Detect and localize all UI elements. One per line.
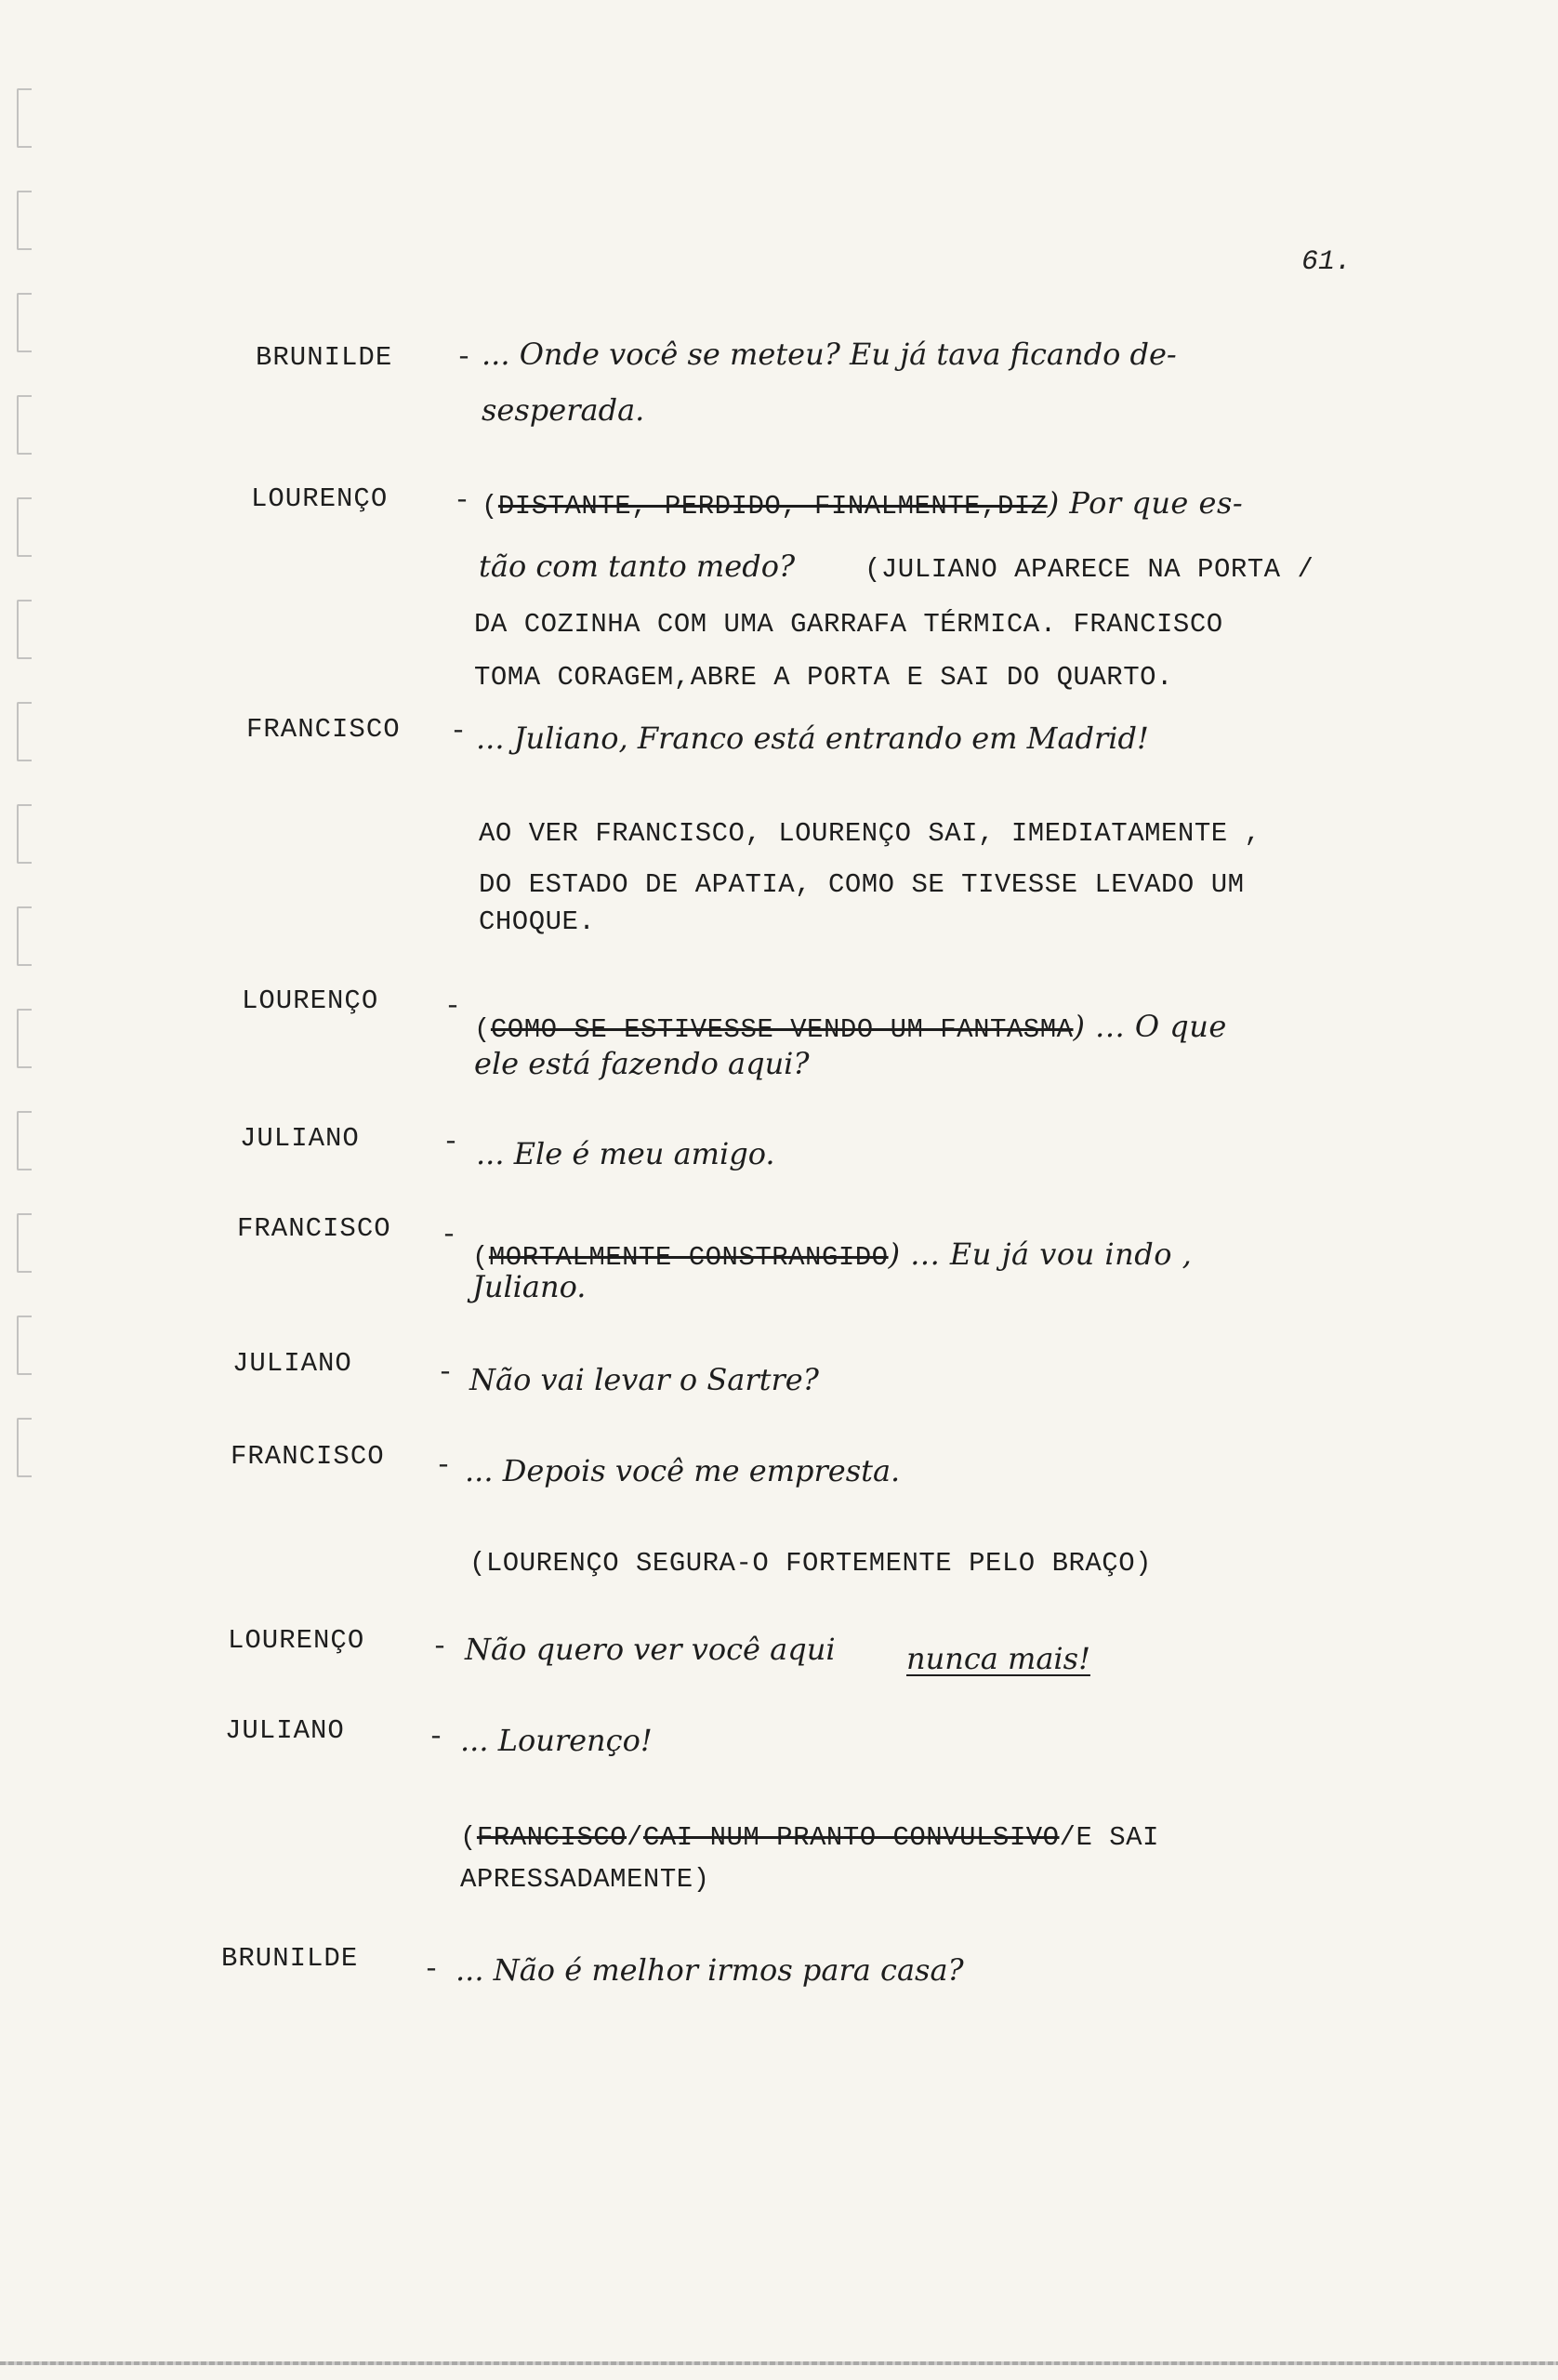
stage-direction: AO VER FRANCISCO, LOURENÇO SAI, IMEDIATAMENTE , — [479, 818, 1261, 849]
page-number: 61. — [1301, 246, 1353, 278]
stage-direction: (LOURENÇO SEGURA-O FORTEMENTE PELO BRAÇO) — [469, 1548, 1153, 1579]
speaker-name: JULIANO — [225, 1715, 345, 1746]
stage-direction: DO ESTADO DE APATIA, COMO SE TIVESSE LEVADO UM — [479, 869, 1245, 900]
dialogue-line: ... Ele é meu amigo. — [476, 1136, 775, 1171]
speaker-name: BRUNILDE — [256, 342, 393, 373]
underlined-phrase: nunca mais! — [906, 1641, 1090, 1676]
dialogue-line: ) ... Eu já vou indo , — [888, 1236, 1193, 1272]
dialogue-line: ... Depois você me empresta. — [465, 1453, 901, 1488]
stage-direction: (DISTANTE, PERDIDO, FINALMENTE,DIZ) Por que es- — [482, 485, 1244, 522]
dialogue-dash: - — [456, 342, 473, 374]
dialogue-dash: - — [454, 485, 471, 517]
stage-direction: (MORTALMENTE CONSTRANGIDO) ... Eu já vou indo , — [472, 1236, 1193, 1273]
dialogue-line: Não vai levar o Sartre? — [469, 1362, 819, 1397]
speaker-name: LOURENÇO — [251, 483, 389, 514]
dialogue-line: sesperada. — [482, 392, 645, 428]
struck-text: DISTANTE, PERDIDO, FINALMENTE,DIZ — [497, 491, 1048, 522]
dialogue-line: ) ... O que — [1073, 1009, 1227, 1044]
dialogue-dash: - — [437, 1357, 455, 1389]
speaker-name: FRANCISCO — [246, 714, 401, 745]
stage-direction: (JULIANO APARECE NA PORTA / — [865, 554, 1314, 585]
dialogue-dash: - — [435, 1450, 453, 1482]
dialogue-dash: - — [444, 991, 462, 1023]
dialogue-dash: - — [431, 1632, 449, 1663]
dialogue-line: ... Não é melhor irmos para casa? — [456, 1952, 964, 1988]
struck-text: MORTALMENTE CONSTRANGIDO — [488, 1242, 889, 1273]
stage-direction: (FRANCISCO/CAI NUM PRANTO CONVULSIVO/E SAI — [460, 1822, 1159, 1853]
dialogue-line: Juliano. — [472, 1269, 587, 1304]
speaker-name: FRANCISCO — [231, 1441, 385, 1472]
dialogue-dash: - — [450, 716, 468, 747]
struck-text: COMO SE ESTIVESSE VENDO UM FANTASMA — [490, 1014, 1074, 1045]
speaker-name: JULIANO — [232, 1348, 352, 1379]
struck-text: CAI NUM PRANTO CONVULSIVO — [642, 1822, 1060, 1853]
speaker-name: LOURENÇO — [242, 985, 379, 1016]
stage-direction: CHOQUE. — [479, 906, 596, 937]
dialogue-line: ) Por que es- — [1047, 485, 1244, 521]
stage-direction: (COMO SE ESTIVESSE VENDO UM FANTASMA) ... O que — [474, 1009, 1227, 1045]
dialogue-line: Não quero ver você aqui — [465, 1632, 836, 1667]
dialogue-line: ... Onde você se meteu? Eu já tava ficando de- — [482, 337, 1177, 372]
dialogue-line: ... Juliano, Franco está entrando em Madrid! — [476, 721, 1149, 756]
dialogue-dash: - — [441, 1220, 458, 1251]
dialogue-dash: - — [442, 1127, 460, 1158]
dialogue-line: tão com tanto medo? — [479, 549, 796, 584]
dialogue-dash: - — [428, 1722, 445, 1753]
stage-direction: APRESSADAMENTE) — [460, 1864, 710, 1895]
struck-text: FRANCISCO — [476, 1822, 627, 1853]
speaker-name: LOURENÇO — [228, 1625, 365, 1656]
binder-margin — [0, 0, 56, 2380]
page-bottom-edge — [0, 2361, 1558, 2365]
speaker-name: BRUNILDE — [221, 1943, 359, 1974]
speaker-name: JULIANO — [240, 1123, 360, 1154]
stage-direction: TOMA CORAGEM,ABRE A PORTA E SAI DO QUARTO. — [474, 662, 1173, 693]
dialogue-line: ele está fazendo aqui? — [474, 1046, 810, 1081]
stage-direction: DA COZINHA COM UMA GARRAFA TÉRMICA. FRANCISCO — [474, 609, 1223, 640]
dialogue-line: ... Lourenço! — [460, 1723, 653, 1758]
speaker-name: FRANCISCO — [237, 1213, 391, 1244]
dialogue-dash: - — [423, 1954, 441, 1986]
stage-direction-text: E SAI — [1076, 1822, 1159, 1853]
